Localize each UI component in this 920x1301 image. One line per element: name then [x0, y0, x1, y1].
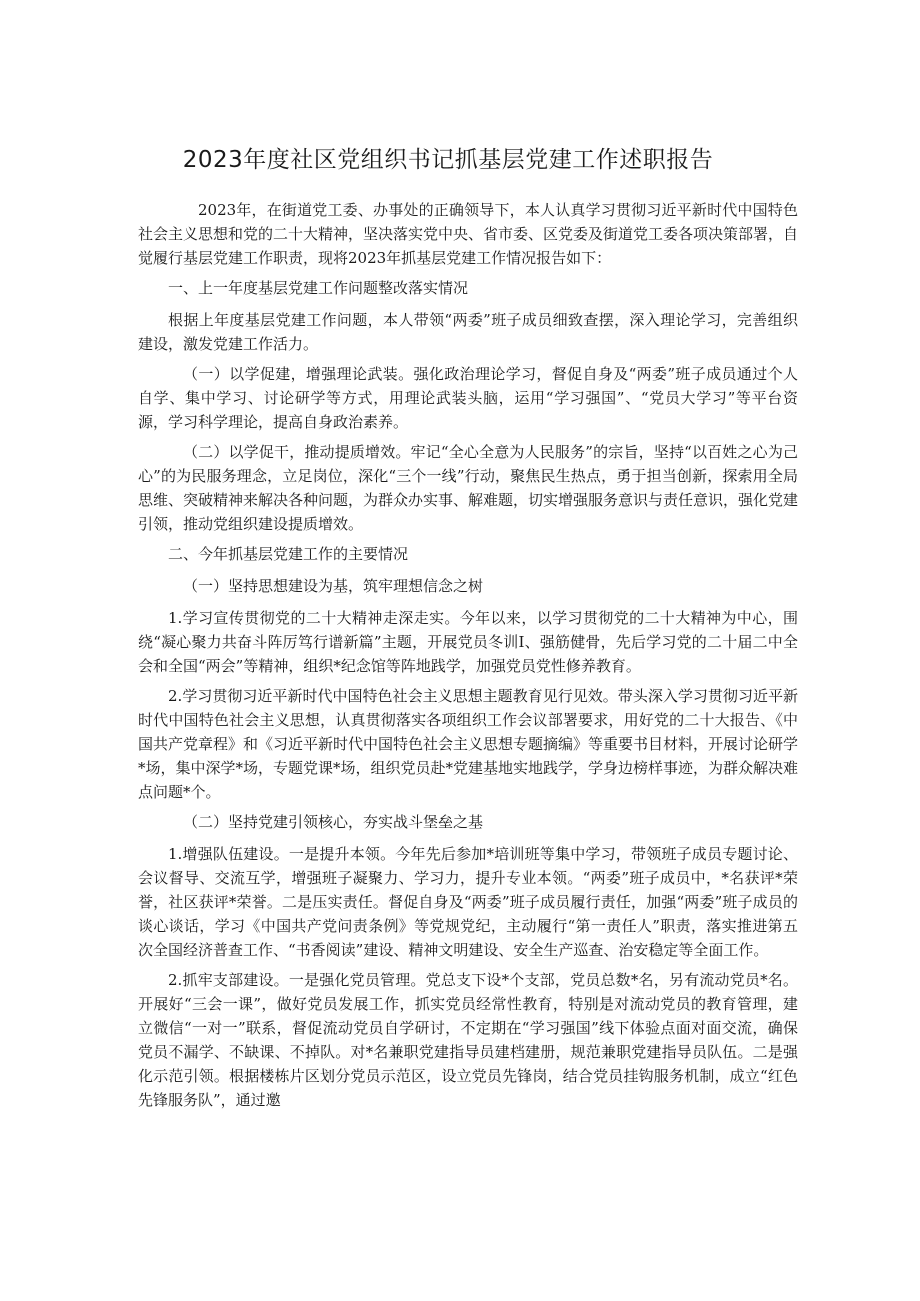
intro-paragraph: 2023年，在街道党工委、办事处的正确领导下，本人认真学习贯彻习近平新时代中国特色社会主义思想和党的二十大精神，坚决落实党中央、省市委、区党委及街道党工委各项决策部署，自觉履行基层党建工作职责，现将2023年抓基层党建工作情况报告如下：	[138, 201, 799, 267]
paragraph: （二）以学促干，推动提质增效。牢记“全心全意为人民服务”的宗旨，坚持“以百姓之心为己心”的为民服务理念，立足岗位，深化“三个一线”行动，聚焦民生热点，勇于担当创新，探索用全局思维、突破精神来解决各种问题，为群众办实事、解难题，切实增强服务意识与责任意识，强化党建引领，推动党组织建设提质增效。	[138, 443, 799, 533]
paragraph: 2.抓牢支部建设。一是强化党员管理。党总支下设*个支部，党员总数*名，另有流动党员*名。开展好“三会一课”，做好党员发展工作，抓实党员经常性教育，特别是对流动党员的教育管理，建立微信“一对一”联系，督促流动党员自学研讨，不定期在“学习强国”线下体验点面对面交流，确保党员不漏学、不缺课、不掉队。对*名兼职党建指导员建档建册，规范兼职党建指导员队伍。二是强化示范引领。根据楼栋片区划分党员示范区，设立党员先锋岗，结合党员挂钩服务机制，成立“红色先锋服务队”，通过邀	[138, 971, 798, 1109]
paragraph: 根据上年度基层党建工作问题，本人带领“两委”班子成员细致查摆，深入理论学习，完善组织建设，激发党建工作活力。	[138, 311, 798, 353]
subsection-heading: （二）坚持党建引领核心，夯实战斗堡垒之基	[183, 813, 484, 831]
section-heading-1: 一、上一年度基层党建工作问题整改落实情况	[168, 279, 469, 297]
paragraph: 1.增强队伍建设。一是提升本领。今年先后参加*培训班等集中学习，带领班子成员专题讨论、会议督导、交流互学，增强班子凝聚力、学习力，提升专业本领。“两委”班子成员中，*名获评*荣誉，社区获评*荣誉。二是压实责任。督促自身及“两委”班子成员履行责任，加强“两委”班子成员的谈心谈话，学习《中国共产党问责条例》等党规党纪，主动履行“第一责任人”职责，落实推进第五次全国经济普查工作、“书香阅读”建设、精神文明建设、安全生产巡查、治安稳定等全面工作。	[138, 845, 798, 959]
paragraph: （一）以学促建，增强理论武装。强化政治理论学习，督促自身及“两委”班子成员通过个人自学、集中学习、讨论研学等方式，用理论武装头脑，运用“学习强国”、“党员大学习”等平台资源，学习科学理论，提高自身政治素养。	[138, 365, 798, 431]
document-title: 2023年度社区党组织书记抓基层党建工作述职报告	[182, 147, 714, 173]
paragraph: 2.学习贯彻习近平新时代中国特色社会主义思想主题教育见行见效。带头深入学习贯彻习近平新时代中国特色社会主义思想，认真贯彻落实各项组织工作会议部署要求，用好党的二十大报告、《中国共产党章程》和《习近平新时代中国特色社会主义思想专题摘编》等重要书目材料，开展讨论研学*场，集中深学*场，专题党课*场，组织党员赴*党建基地实地践学，学身边榜样事迹，为群众解决难点问题*个。	[138, 687, 799, 801]
section-heading-2: 二、今年抓基层党建工作的主要情况	[168, 545, 409, 563]
subsection-heading: （一）坚持思想建设为基，筑牢理想信念之树	[183, 577, 484, 595]
paragraph: 1.学习宣传贯彻党的二十大精神走深走实。今年以来，以学习贯彻党的二十大精神为中心，围绕“凝心聚力共奋斗阵厉笃行谱新篇”主题，开展党员冬训I、强筋健骨，先后学习党的二十届二中全会和全国“两会”等精神，组织*纪念馆等阵地践学，加强党员党性修养教育。	[138, 609, 798, 675]
document-body	[138, 144, 798, 1118]
